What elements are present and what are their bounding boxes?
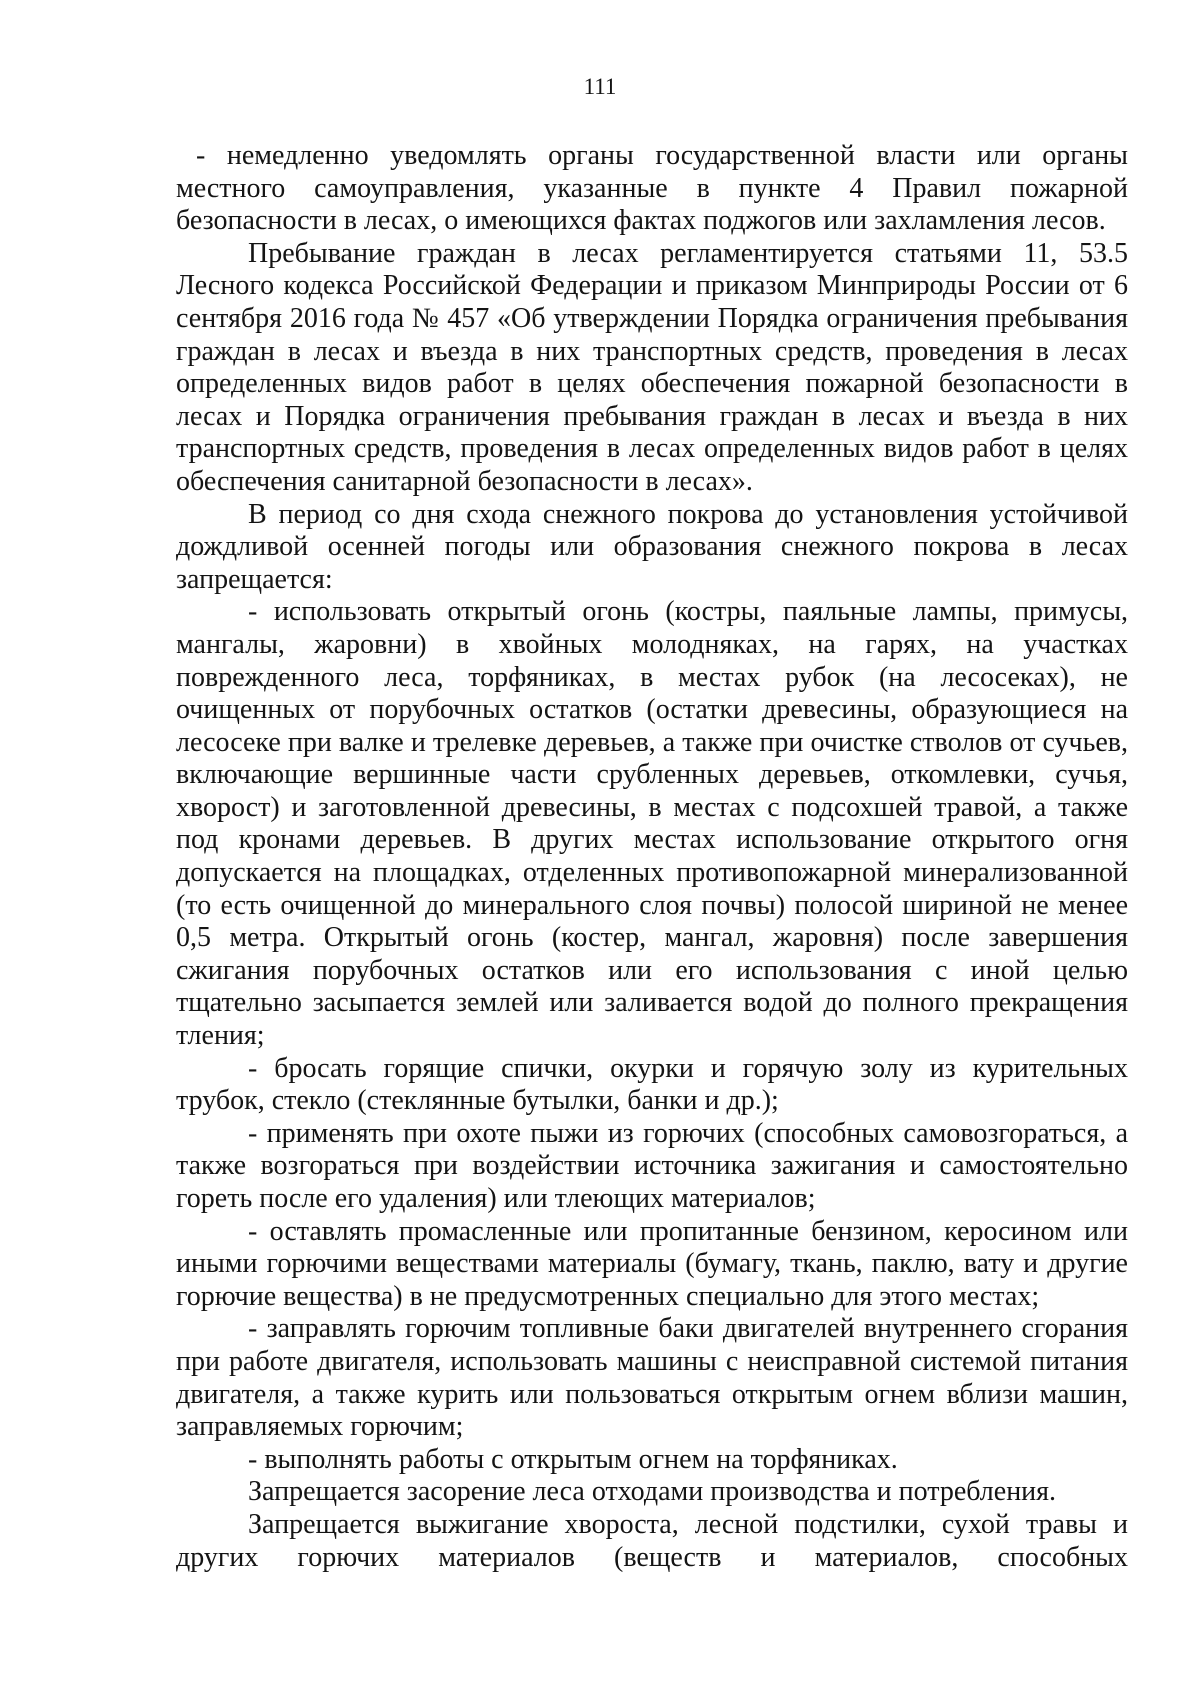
page-number: 111 bbox=[583, 74, 617, 99]
paragraph-littering-ban: Запрещается засорение леса отходами производства и потребления. bbox=[248, 1476, 1057, 1508]
paragraph-refueling-ban: - заправлять горючим топливные баки двигателей внутреннего сгорания при работе двигателя, использовать машины с неисправной системой питания двигателя, а также курить или пользоваться открытым огнем вблизи машин, заправляемых горючим; bbox=[176, 1313, 1128, 1443]
document-body bbox=[176, 140, 1128, 1574]
paragraph-fire-season-prohibitions: В период со дня схода снежного покрова до установления устойчивой дождливой осенней погоды или образования снежного покрова в лесах запрещается: bbox=[176, 498, 1128, 595]
paragraph-notify-authorities: - немедленно уведомлять органы государственной власти или органы местного самоуправления, указанные в пункте 4 Правил пожарной безопасности в лесах, о имеющихся фактах поджогов или захламления лесов. bbox=[176, 140, 1128, 237]
paragraph-burning-ban: Запрещается выжигание хвороста, лесной подстилки, сухой травы и других горючих материалов (веществ и материалов, способных bbox=[176, 1508, 1128, 1573]
paragraph-peat-works-ban: - выполнять работы с открытым огнем на торфяниках. bbox=[248, 1443, 898, 1475]
paragraph-wads-ban: - применять при охоте пыжи из горючих (способных самовозгораться, а также возгораться при воздействии источника зажигания и самостоятельно гореть после его удаления) или тлеющих материалов; bbox=[176, 1117, 1128, 1214]
paragraph-matches-ban: - бросать горящие спички, окурки и горячую золу из курительных трубок, стекло (стеклянные бутылки, банки и др.); bbox=[176, 1052, 1128, 1117]
paragraph-stay-regulation: Пребывание граждан в лесах регламентируется статьями 11, 53.5 Лесного кодекса Российской Федерации и приказом Минприроды России от 6 сентября 2016 года № 457 «Об утверждении Порядка ограничения пребывания граждан в лесах и въезда в них транспортных средств, проведения в лесах определенных видов работ в целях обеспечения пожарной безопасности в лесах и Порядка ограничения пребывания граждан в лесах и въезда в них транспортных средств, проведения в лесах определенных видов работ в целях обеспечения санитарной безопасности в лесах». bbox=[176, 237, 1128, 497]
paragraph-open-fire-ban: - использовать открытый огонь (костры, паяльные лампы, примусы, мангалы, жаровни) в хвойных молодняках, на гарях, на участках поврежденного леса, торфяниках, в местах рубок (на лесосеках), не очищенных от порубочных остатков (остатки древесины, образующиеся на лесосеке при валке и трелевке деревьев, а также при очистке стволов от сучьев, включающие вершинные части срубленных деревьев, откомлевки, сучья, хворост) и заготовленной древесины, в местах с подсохшей травой, а также под кронами деревьев. В других местах использование открытого огня допускается на площадках, отделенных противопожарной минерализованной (то есть очищенной до минерального слоя почвы) полосой шириной не менее 0,5 метра. Открытый огонь (костер, мангал, жаровня) после завершения сжигания порубочных остатков или его использования с иной целью тщательно засыпается землей или заливается водой до полного прекращения тления; bbox=[176, 596, 1128, 1052]
paragraph-oily-materials-ban: - оставлять промасленные или пропитанные бензином, керосином или иными горючими веществами материалы (бумагу, ткань, паклю, вату и другие горючие вещества) в не предусмотренных специально для этого местах; bbox=[176, 1215, 1128, 1312]
